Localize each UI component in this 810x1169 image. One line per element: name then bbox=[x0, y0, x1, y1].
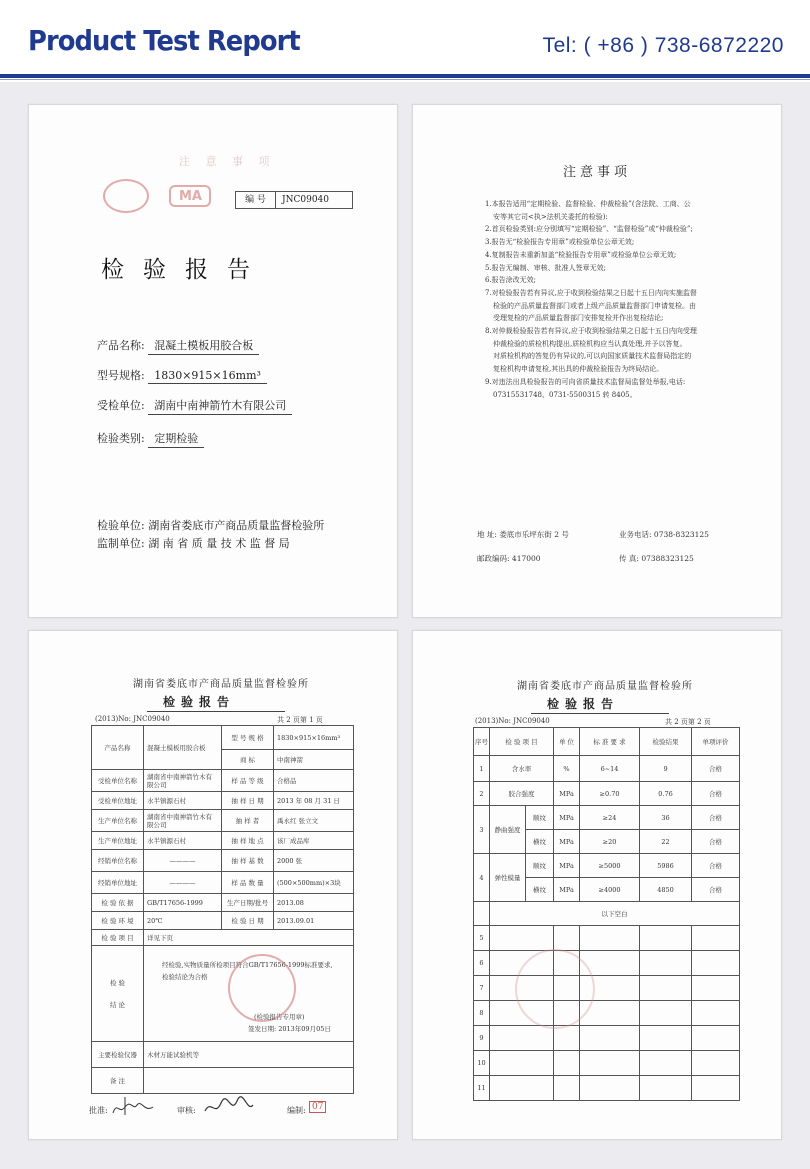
notice-item: 对质检机构的答复仍有异议的,可以向国家质量技术监督局指定的 bbox=[493, 352, 692, 361]
cover-title: 检验报告 bbox=[101, 257, 269, 283]
notice-list bbox=[485, 199, 755, 402]
notice-phone: 业务电话: 0738-8323125 bbox=[619, 530, 709, 539]
header-tel: Tel: ( +86 ) 738-6872220 bbox=[542, 34, 784, 57]
report2-page: 共 2 页第 2 页 bbox=[665, 718, 711, 726]
report1-approve-label: 批准: bbox=[89, 1106, 108, 1115]
cover-supervisor-value: 湖 南 省 质 量 技 术 监 督 局 bbox=[148, 537, 290, 550]
report2-org: 湖南省娄底市产商品质量监督检验所 bbox=[517, 681, 693, 692]
notice-item: 4.复制报告未重新加盖“检验报告专用章”或检验单位公章无效; bbox=[485, 250, 677, 259]
table-row: 3 静曲强度 顺纹 MPa ≥24 36 合格 bbox=[474, 806, 740, 830]
table-row: 6 bbox=[474, 951, 740, 976]
notice-item: 3.报告无“检验报告专用章”或检验单位公章无效; bbox=[485, 238, 635, 247]
table-row: 主要检验仪器 木材万能试验机等 bbox=[92, 1042, 354, 1068]
table-row: 4 弹性模量 顺纹 MPa ≥5000 5986 合格 bbox=[474, 854, 740, 878]
cover-type-field bbox=[97, 430, 204, 448]
report1-org: 湖南省娄底市产商品质量监督检验所 bbox=[133, 679, 309, 690]
report1-no: (2013)No: JNC09040 bbox=[95, 715, 170, 723]
cover-seal-mark bbox=[103, 179, 149, 213]
table-row: 备 注 bbox=[92, 1068, 354, 1094]
table-row: 检 验 项 目 详见下页 bbox=[92, 930, 354, 946]
notice-fax: 传 真: 07388323125 bbox=[619, 554, 694, 563]
table-row: 8 bbox=[474, 1001, 740, 1026]
cover-number-label: 编 号 bbox=[236, 192, 276, 208]
table-row: 1 含水率 % 6~14 9 合格 bbox=[474, 756, 740, 782]
report1-approve-signature bbox=[109, 1093, 161, 1119]
notice-item: 受理复检的产品质量监督部门安排复检并作出复检结论; bbox=[493, 314, 664, 323]
notice-address: 地 址: 娄底市乐坪东街 2 号 bbox=[477, 530, 569, 539]
report-cover-page bbox=[28, 104, 398, 618]
report2-no: (2013)No: JNC09040 bbox=[475, 717, 550, 725]
report2-blank-note: 以下空白 bbox=[490, 902, 740, 926]
table-row: 检 验 结 论 经检验,实物质量所检项目符合GB/T17656-1999标准要求, 检验结论为合格 (检验报告专用章) 签发日期: 2013年09月05日 bbox=[92, 946, 354, 1042]
cover-product-field bbox=[97, 337, 259, 355]
notice-item: 1.本报告适用“定期检验、监督检验、仲裁检验”(含法院、工商、公 bbox=[485, 200, 691, 208]
notice-item: 检验的产品质量监督部门或者上级产品质量监督部门申请复检。由 bbox=[493, 301, 696, 310]
report1-conclusion-cell bbox=[144, 946, 354, 1042]
cover-model-field bbox=[97, 367, 267, 384]
cover-product-value: 混凝土模板用胶合板 bbox=[148, 337, 259, 355]
report1-table bbox=[91, 725, 354, 1094]
notice-item: 2.首页检验类别:应分别填写“定期检验”、“监督检验”或“仲裁检验”; bbox=[485, 225, 693, 234]
report1-title-underline bbox=[147, 711, 285, 712]
table-row: 5 bbox=[474, 926, 740, 951]
report1-review-label: 审核: bbox=[177, 1106, 196, 1115]
table-row: 经销单位名称 ———— 抽 样 基 数 2000 张 bbox=[92, 850, 354, 872]
table-row: 7 bbox=[474, 976, 740, 1001]
report1-compile-label: 编制: bbox=[287, 1106, 306, 1115]
table-header-row: 序号 检 验 项 目 单 位 标 准 要 求 检验结果 单项评价 bbox=[474, 728, 740, 756]
table-row: 检 验 依 据 GB/T17656-1999 生产日期/批号 2013.08 bbox=[92, 894, 354, 912]
report-page-2 bbox=[412, 630, 782, 1140]
report1-page: 共 2 页第 1 页 bbox=[277, 716, 323, 724]
table-row: 受检单位地址 水半镇源石村 抽 样 日 期 2013 年 08 月 31 日 bbox=[92, 792, 354, 810]
notice-item: 5.报告无编制、审核、批准人签章无效; bbox=[485, 263, 607, 272]
page-header bbox=[0, 0, 810, 82]
cover-type-value: 定期检验 bbox=[148, 430, 204, 448]
cover-client-field bbox=[97, 397, 292, 415]
cover-supervisor-field bbox=[97, 535, 290, 551]
cover-inspector-field bbox=[97, 517, 324, 533]
cover-type-label: 检验类别: bbox=[97, 432, 145, 445]
report2-faint-stamp bbox=[515, 949, 595, 1029]
table-row: 横纹 MPa ≥20 22 合格 bbox=[474, 830, 740, 854]
report-notice-page bbox=[412, 104, 782, 618]
table-row: 10 bbox=[474, 1051, 740, 1076]
report1-stamp-text: (检验报告专用章) bbox=[254, 1013, 305, 1021]
report2-title-underline bbox=[531, 713, 669, 714]
cover-client-value: 湖南中南神箭竹木有限公司 bbox=[148, 397, 292, 415]
table-row: 生产单位地址 水半镇源石村 抽 样 地 点 该厂成品库 bbox=[92, 832, 354, 850]
notice-item: 复检机构申请复检,其出具的仲裁检验报告为终局结论。 bbox=[493, 365, 664, 374]
cover-inspector-label: 检验单位: bbox=[97, 519, 145, 532]
table-row: 检 验 环 境 20℃ 检 验 日 期 2013.09.01 bbox=[92, 912, 354, 930]
table-row bbox=[474, 902, 740, 926]
cover-model-value: 1830×915×16mm³ bbox=[148, 369, 267, 384]
notice-item: 9.对违法出具检验报告的可向省质量技术监督局监督处举报,电话: bbox=[485, 377, 686, 386]
table-row: 11 bbox=[474, 1076, 740, 1101]
cover-number-value: JNC09040 bbox=[282, 195, 329, 205]
report1-issue-date: 签发日期: 2013年09月05日 bbox=[248, 1025, 331, 1033]
report1-compile-mark: 07 bbox=[309, 1101, 326, 1113]
report-page-1 bbox=[28, 630, 398, 1140]
cover-model-label: 型号规格: bbox=[97, 369, 145, 382]
table-row: 经销单位地址 ———— 样 品 数 量 (500×500mm)×3块 bbox=[92, 872, 354, 894]
cover-supervisor-label: 监制单位: bbox=[97, 537, 145, 550]
cover-product-label: 产品名称: bbox=[97, 339, 145, 352]
notice-item: 07315531748、0731-5500315 转 8405。 bbox=[493, 390, 637, 399]
notice-item: 7.对检验报告若有异议,应于收到检验结果之日起十五日内向实施监督 bbox=[485, 288, 697, 297]
table-row: 商 标 中南神箭 bbox=[92, 750, 354, 770]
header-title: Product Test Report bbox=[28, 24, 300, 57]
cover-number-box bbox=[235, 191, 353, 209]
header-rule-thin bbox=[0, 79, 810, 80]
notice-item: 8.对仲裁检验报告若有异议,应于收到检验结果之日起十五日内向受理 bbox=[485, 327, 697, 336]
report1-review-signature bbox=[201, 1093, 257, 1119]
header-rule bbox=[0, 74, 810, 78]
notice-item: 仲裁检验的质检机构提出,质检机构应当认真处理,并予以答复。 bbox=[493, 339, 687, 348]
table-row: 横纹 MPa ≥4000 4850 合格 bbox=[474, 878, 740, 902]
report2-table bbox=[473, 727, 740, 1101]
table-row: 产品名称 混凝土模板用胶合板 型 号 规 格 1830×915×16mm³ bbox=[92, 726, 354, 750]
table-row: 受检单位名称 湖南省中南神箭竹木有限公司 样 品 等 级 合格品 bbox=[92, 770, 354, 792]
cover-ma-mark: MA bbox=[169, 185, 211, 207]
table-row: 9 bbox=[474, 1026, 740, 1051]
cover-faint-heading: 注 意 事 项 bbox=[179, 155, 276, 168]
cover-client-label: 受检单位: bbox=[97, 399, 145, 412]
report2-title: 检验报告 bbox=[547, 697, 620, 711]
report1-title: 检验报告 bbox=[163, 695, 236, 709]
table-row: 生产单位名称 湖南省中南神箭竹木有限公司 抽 样 者 禹永红 张立文 bbox=[92, 810, 354, 832]
notice-item: 安等其它司<执>法机关委托的检验): bbox=[493, 212, 608, 221]
report1-conclusion-text2: 检验结论为合格 bbox=[162, 973, 208, 981]
notice-item: 6.报告涂改无效; bbox=[485, 276, 537, 285]
notice-title: 注意事项 bbox=[563, 165, 632, 180]
report1-conclusion-text1: 经检验,实物质量所检项目符合GB/T17656-1999标准要求, bbox=[162, 961, 333, 969]
cover-inspector-value: 湖南省娄底市产商品质量监督检验所 bbox=[148, 519, 325, 532]
notice-zip: 邮政编码: 417000 bbox=[477, 554, 541, 563]
table-row: 2 胶合强度 MPa ≥0.70 0.76 合格 bbox=[474, 782, 740, 806]
